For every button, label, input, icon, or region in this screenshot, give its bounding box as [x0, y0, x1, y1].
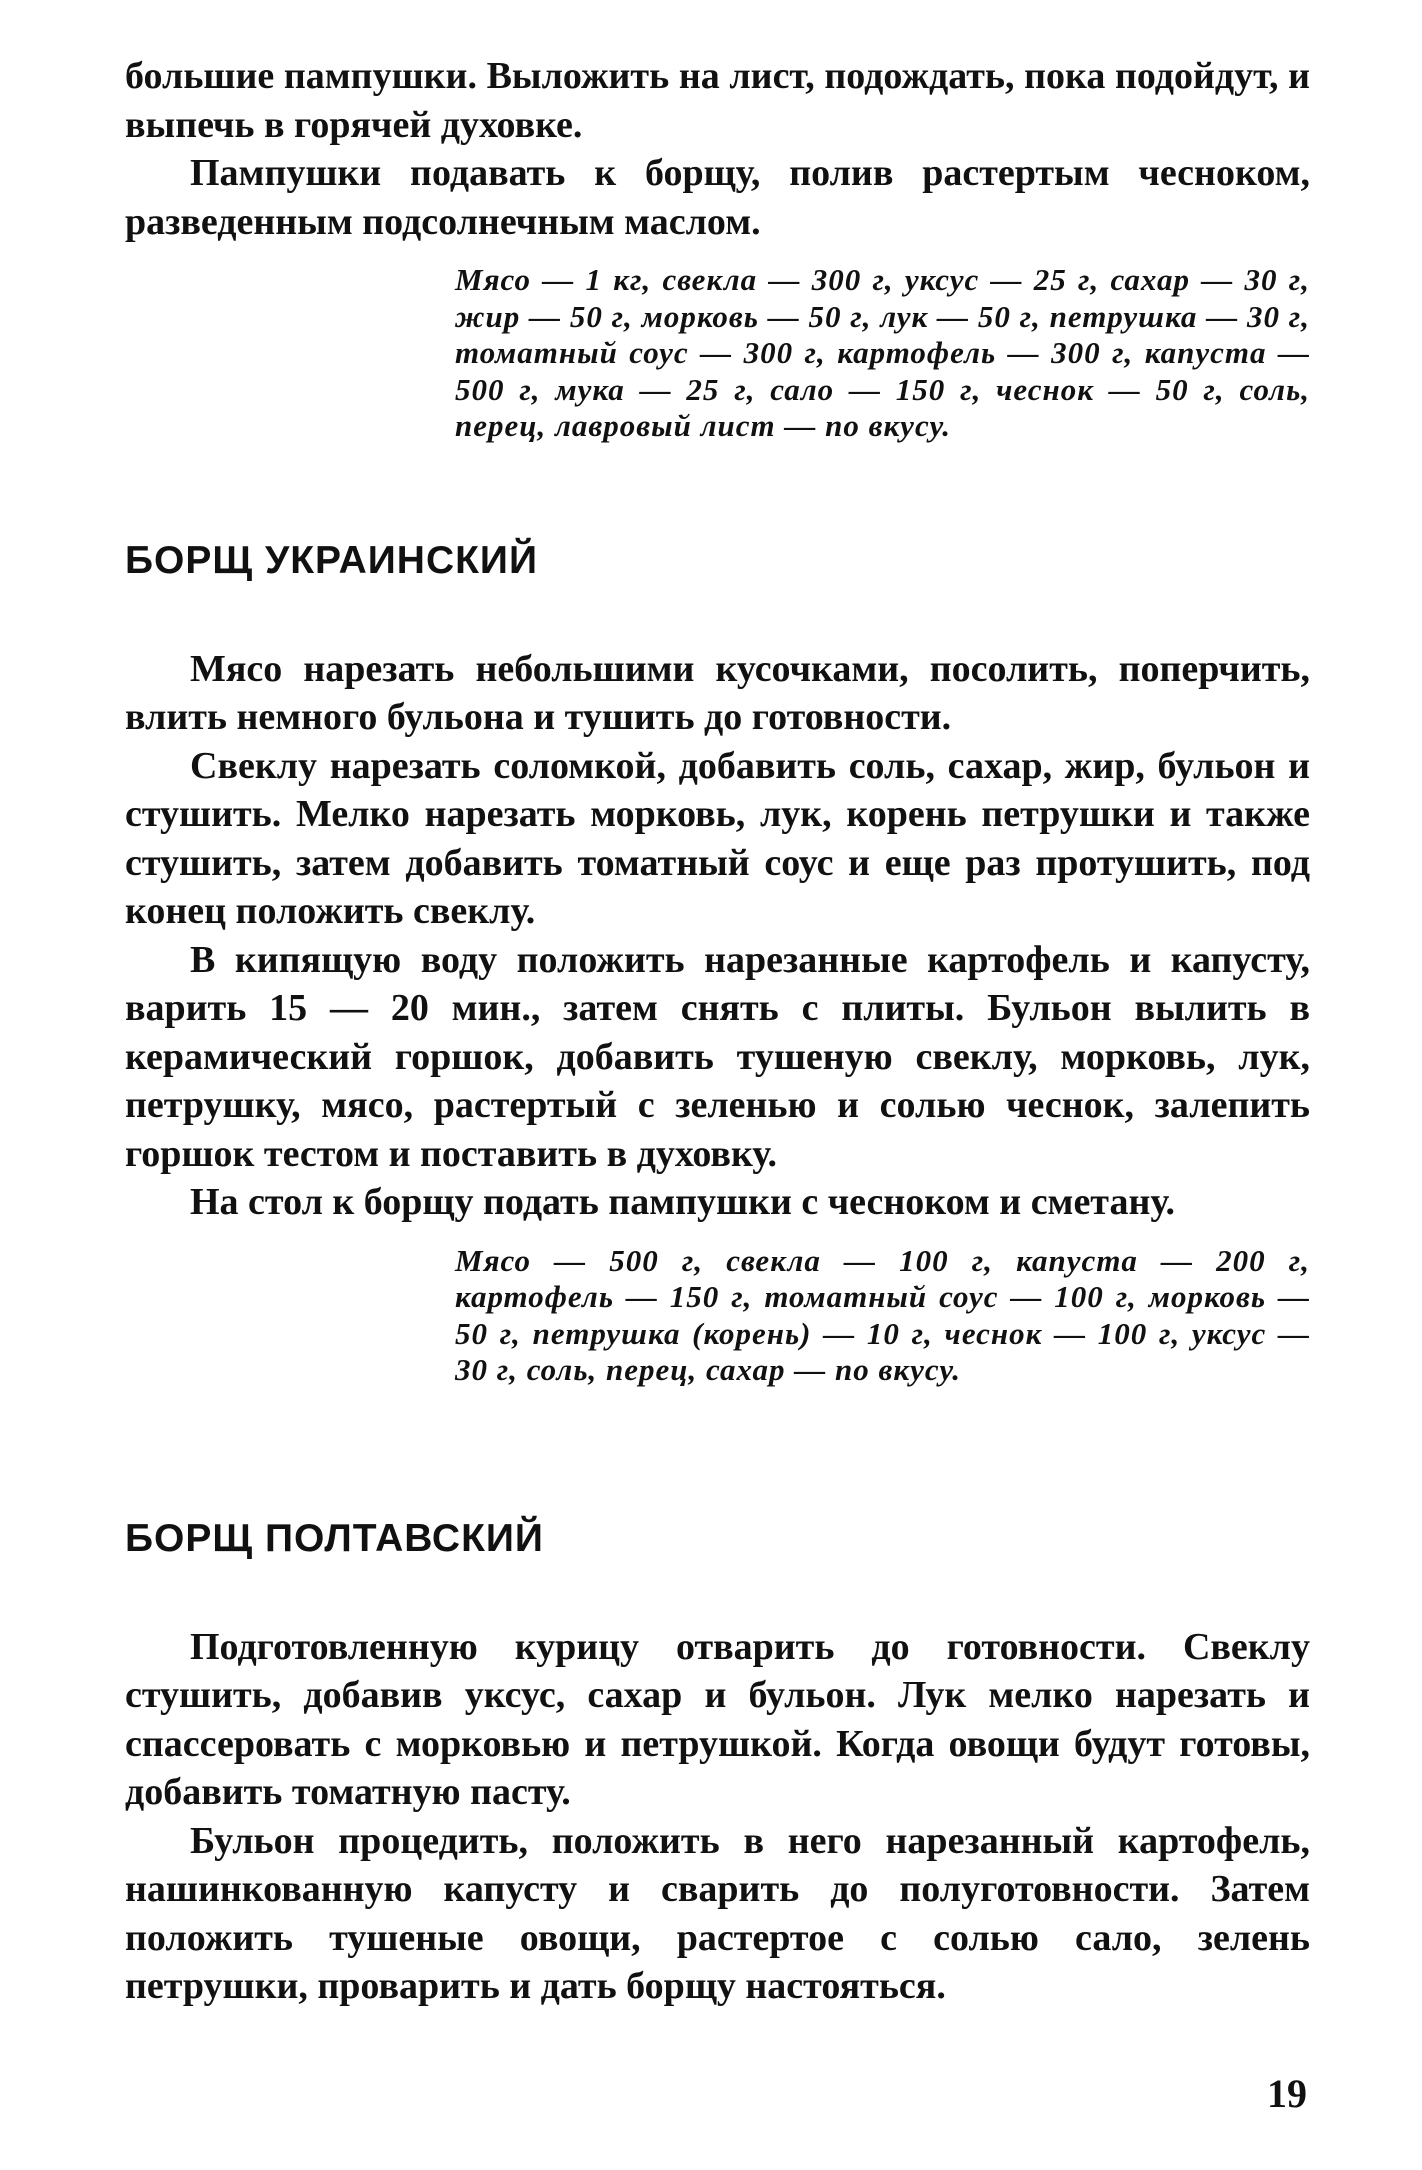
intro-paragraph-1: большие пампушки. Выложить на лист, подождать, пока подойдут, и выпечь в горячей духовке.	[125, 55, 1310, 146]
poltava-paragraph-1: Подготовленную курицу отварить до готовности. Свеклу стушить, добавив уксус, сахар и бульон. Лук мелко нарезать и спассеровать с морковью и петрушкой. Когда овощи будут готовы, добавить томатную пасту.	[125, 1625, 1310, 1813]
ukrainian-paragraph-1: Мясо нарезать небольшими кусочками, посолить, поперчить, влить немного бульона и тушить до готовности.	[125, 647, 1310, 738]
ukrainian-paragraph-2: Свеклу нарезать соломкой, добавить соль, сахар, жир, бульон и стушить. Мелко нарезать морковь, лук, корень петрушки и также стушить, затем добавить томатный соус и еще раз протушить, под конец положить свеклу.	[125, 744, 1310, 932]
intro-ingredients: Мясо — 1 кг, свекла — 300 г, уксус — 25 г, сахар — 30 г, жир — 50 г, морковь — 50 г, лук — 50 г, петрушка — 30 г, томатный соус — 300 г, картофель — 300 г, капуста — 500 г, мука — 25 г, сало — 150 г, чеснок — 50 г, соль, перец, лавровый лист — по вкусу.	[455, 262, 1310, 443]
heading-borsch-ukrainian: БОРЩ УКРАИНСКИЙ	[125, 538, 538, 582]
ukrainian-ingredients: Мясо — 500 г, свекла — 100 г, капуста — 200 г, картофель — 150 г, томатный соус — 100 г, морковь — 50 г, петрушка (корень) — 10 г, чеснок — 100 г, уксус — 30 г, соль, перец, сахар — по вкусу.	[455, 1242, 1310, 1387]
ukrainian-paragraph-3: В кипящую воду положить нарезанные картофель и капусту, варить 15 — 20 мин., затем снять с плиты. Бульон вылить в керамический горшок, добавить тушеную свеклу, морковь, лук, петрушку, мясо, растертый с зеленью и солью чеснок, залепить горшок тестом и поставить в духовку.	[125, 938, 1310, 1175]
ukrainian-paragraph-4: На стол к борщу подать пампушки с чесноком и сметану.	[190, 1181, 1176, 1223]
intro-paragraph-2: Пампушки подавать к борщу, полив растертым чесноком, разведенным подсолнечным маслом.	[125, 152, 1310, 243]
page-number: 19	[1267, 2071, 1307, 2116]
heading-borsch-poltava: БОРЩ ПОЛТАВСКИЙ	[125, 1516, 544, 1560]
poltava-paragraph-2: Бульон процедить, положить в него нарезанный картофель, нашинкованную капусту и сварить до полуготовности. Затем положить тушеные овощи, растертое с солью сало, зелень петрушки, проварить и дать борщу настояться.	[125, 1819, 1310, 2007]
book-page	[125, 52, 1310, 2011]
